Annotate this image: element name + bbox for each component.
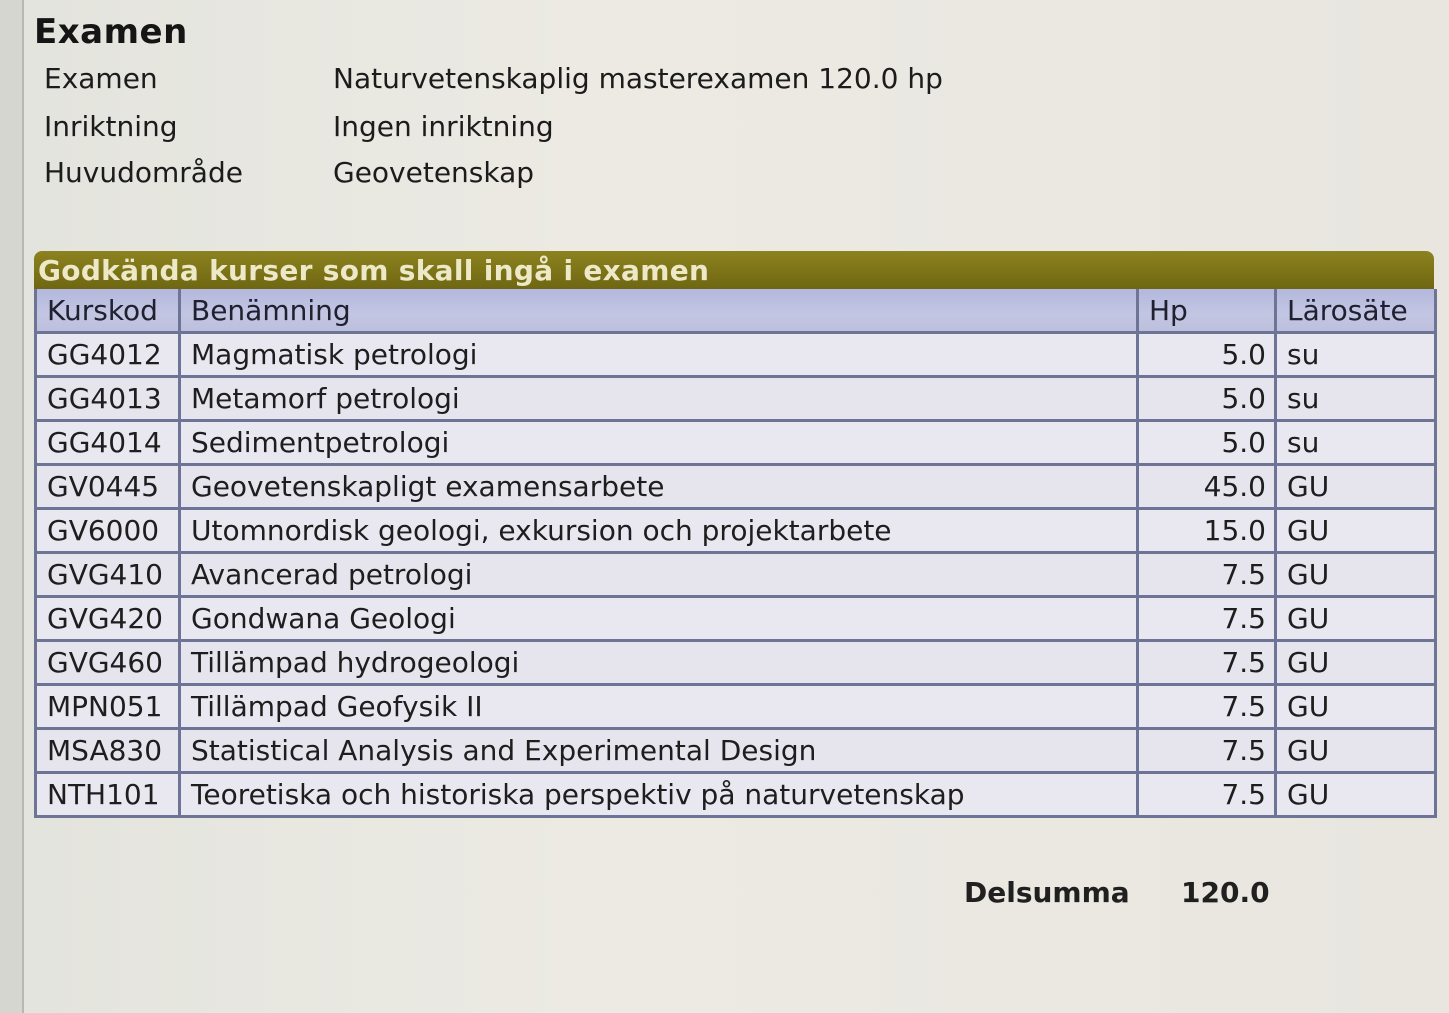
table-row [36, 729, 1436, 773]
courses-header-row [36, 289, 1436, 333]
course-name: Statistical Analysis and Experimental Design [180, 729, 1138, 773]
course-school: GU [1276, 509, 1436, 553]
table-row [36, 773, 1436, 817]
info-value: Geovetenskap [333, 156, 535, 189]
course-hp: 5.0 [1138, 377, 1276, 421]
course-name: Gondwana Geologi [180, 597, 1138, 641]
column-header-hp: Hp [1138, 289, 1276, 333]
table-row [36, 553, 1436, 597]
degree-page [22, 0, 1449, 1013]
table-row [36, 641, 1436, 685]
course-school: GU [1276, 597, 1436, 641]
column-header-kurskod: Kurskod [36, 289, 180, 333]
course-school: GU [1276, 641, 1436, 685]
course-name: Sedimentpetrologi [180, 421, 1138, 465]
course-hp: 5.0 [1138, 333, 1276, 377]
course-code: GV6000 [36, 509, 180, 553]
course-school: su [1276, 333, 1436, 377]
course-school: GU [1276, 773, 1436, 817]
info-label: Huvudområde [44, 156, 243, 189]
subtotal-value: 120.0 [1181, 876, 1270, 909]
course-code: GVG420 [36, 597, 180, 641]
course-hp: 7.5 [1138, 597, 1276, 641]
course-school: GU [1276, 729, 1436, 773]
course-school: GU [1276, 553, 1436, 597]
course-hp: 15.0 [1138, 509, 1276, 553]
course-hp: 7.5 [1138, 553, 1276, 597]
table-row [36, 377, 1436, 421]
course-code: GVG410 [36, 553, 180, 597]
course-code: MPN051 [36, 685, 180, 729]
column-header-larosate: Lärosäte [1276, 289, 1436, 333]
course-code: GG4014 [36, 421, 180, 465]
info-value: Naturvetenskaplig masterexamen 120.0 hp [333, 62, 943, 95]
course-school: GU [1276, 685, 1436, 729]
course-hp: 7.5 [1138, 773, 1276, 817]
course-code: GVG460 [36, 641, 180, 685]
course-hp: 5.0 [1138, 421, 1276, 465]
course-code: GV0445 [36, 465, 180, 509]
course-name: Avancerad petrologi [180, 553, 1138, 597]
course-name: Tillämpad hydrogeologi [180, 641, 1138, 685]
course-name: Utomnordisk geologi, exkursion och projektarbete [180, 509, 1138, 553]
table-row [36, 421, 1436, 465]
course-code: GG4013 [36, 377, 180, 421]
course-hp: 7.5 [1138, 729, 1276, 773]
course-name: Geovetenskapligt examensarbete [180, 465, 1138, 509]
courses-panel [34, 251, 1434, 818]
table-row [36, 333, 1436, 377]
column-header-benamning: Benämning [180, 289, 1138, 333]
course-school: su [1276, 377, 1436, 421]
course-name: Tillämpad Geofysik II [180, 685, 1138, 729]
info-label: Examen [44, 62, 158, 95]
table-row [36, 465, 1436, 509]
course-code: MSA830 [36, 729, 180, 773]
course-code: NTH101 [36, 773, 180, 817]
course-code: GG4012 [36, 333, 180, 377]
course-hp: 7.5 [1138, 685, 1276, 729]
info-value: Ingen inriktning [333, 110, 554, 143]
courses-table [34, 289, 1437, 818]
table-row [36, 685, 1436, 729]
subtotal-label: Delsumma [964, 876, 1130, 909]
course-hp: 7.5 [1138, 641, 1276, 685]
course-school: su [1276, 421, 1436, 465]
course-name: Teoretiska och historiska perspektiv på naturvetenskap [180, 773, 1138, 817]
course-school: GU [1276, 465, 1436, 509]
courses-caption: Godkända kurser som skall ingå i examen [34, 251, 1434, 289]
section-title: Examen [34, 12, 188, 52]
course-name: Metamorf petrologi [180, 377, 1138, 421]
table-row [36, 509, 1436, 553]
table-row [36, 597, 1436, 641]
course-name: Magmatisk petrologi [180, 333, 1138, 377]
course-hp: 45.0 [1138, 465, 1276, 509]
info-label: Inriktning [44, 110, 178, 143]
